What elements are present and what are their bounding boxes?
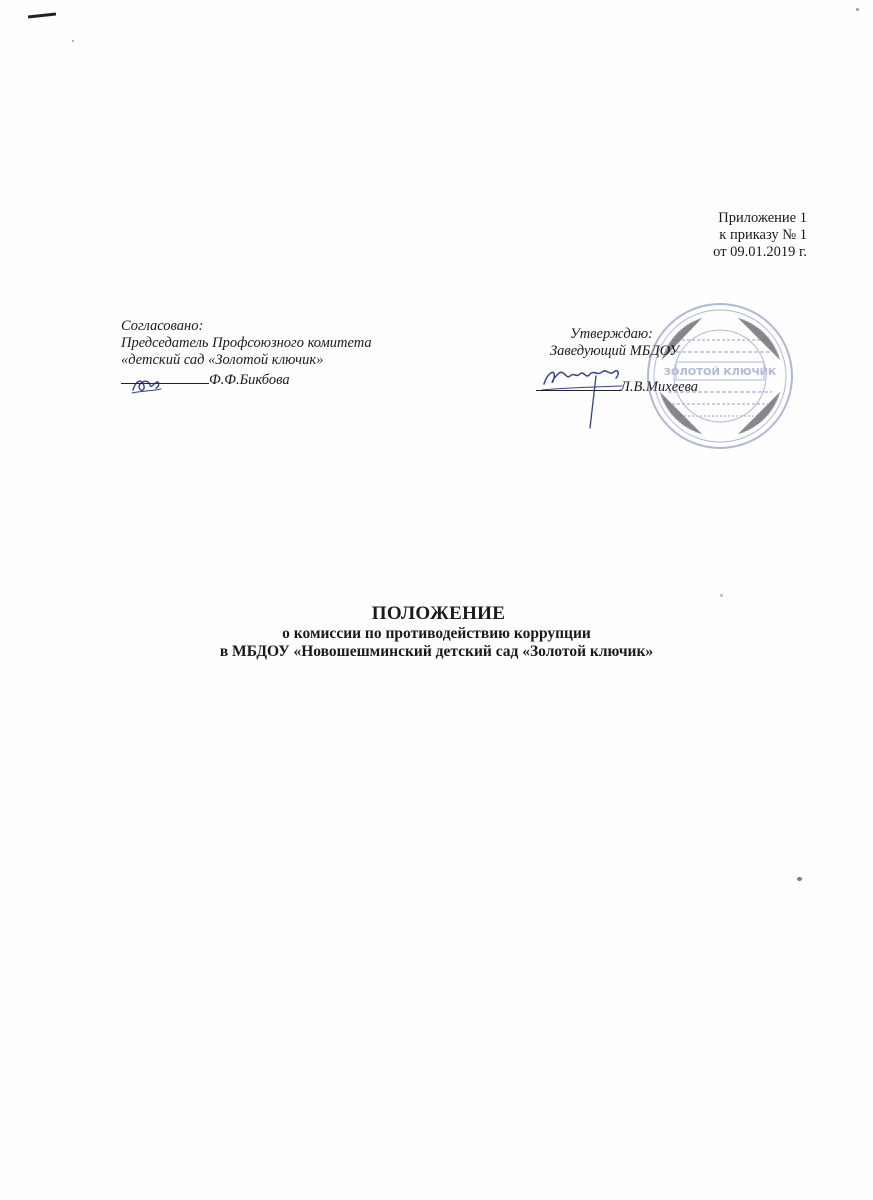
agreed-organization: «детский сад «Золотой ключик»	[121, 352, 324, 368]
appendix-reference	[713, 210, 807, 261]
approve-position: Заведующий МБДОУ	[550, 343, 680, 359]
agreed-position: Председатель Профсоюзного комитета	[121, 335, 372, 351]
handwritten-signature-right	[540, 362, 624, 432]
scan-speck	[797, 877, 802, 881]
handwritten-signature-left	[130, 374, 164, 396]
scan-speck	[856, 8, 859, 11]
scan-artifact	[28, 13, 56, 19]
agreed-heading: Согласовано:	[121, 318, 204, 334]
document-title-block	[0, 603, 873, 661]
scan-speck	[72, 40, 74, 42]
scan-speck	[720, 594, 723, 597]
document-title: ПОЛОЖЕНИЕ	[371, 603, 506, 624]
approve-name: Л.В.Михеева	[620, 379, 699, 395]
appendix-line-1: Приложение 1	[718, 210, 807, 226]
document-subtitle-line-1: о комиссии по противодействию коррупции	[282, 625, 591, 642]
agreed-name: Ф.Ф.Бикбова	[209, 372, 290, 388]
approve-heading: Утверждаю:	[570, 326, 653, 342]
document-subtitle-line-2: в МБДОУ «Новошешминский детский сад «Золотой ключик»	[219, 643, 654, 660]
stamp-center-text: ЗОЛОТОЙ КЛЮЧИК	[663, 367, 777, 378]
appendix-line-3: от 09.01.2019 г.	[713, 244, 807, 260]
appendix-line-2: к приказу № 1	[719, 227, 807, 243]
round-seal-stamp	[642, 300, 798, 452]
